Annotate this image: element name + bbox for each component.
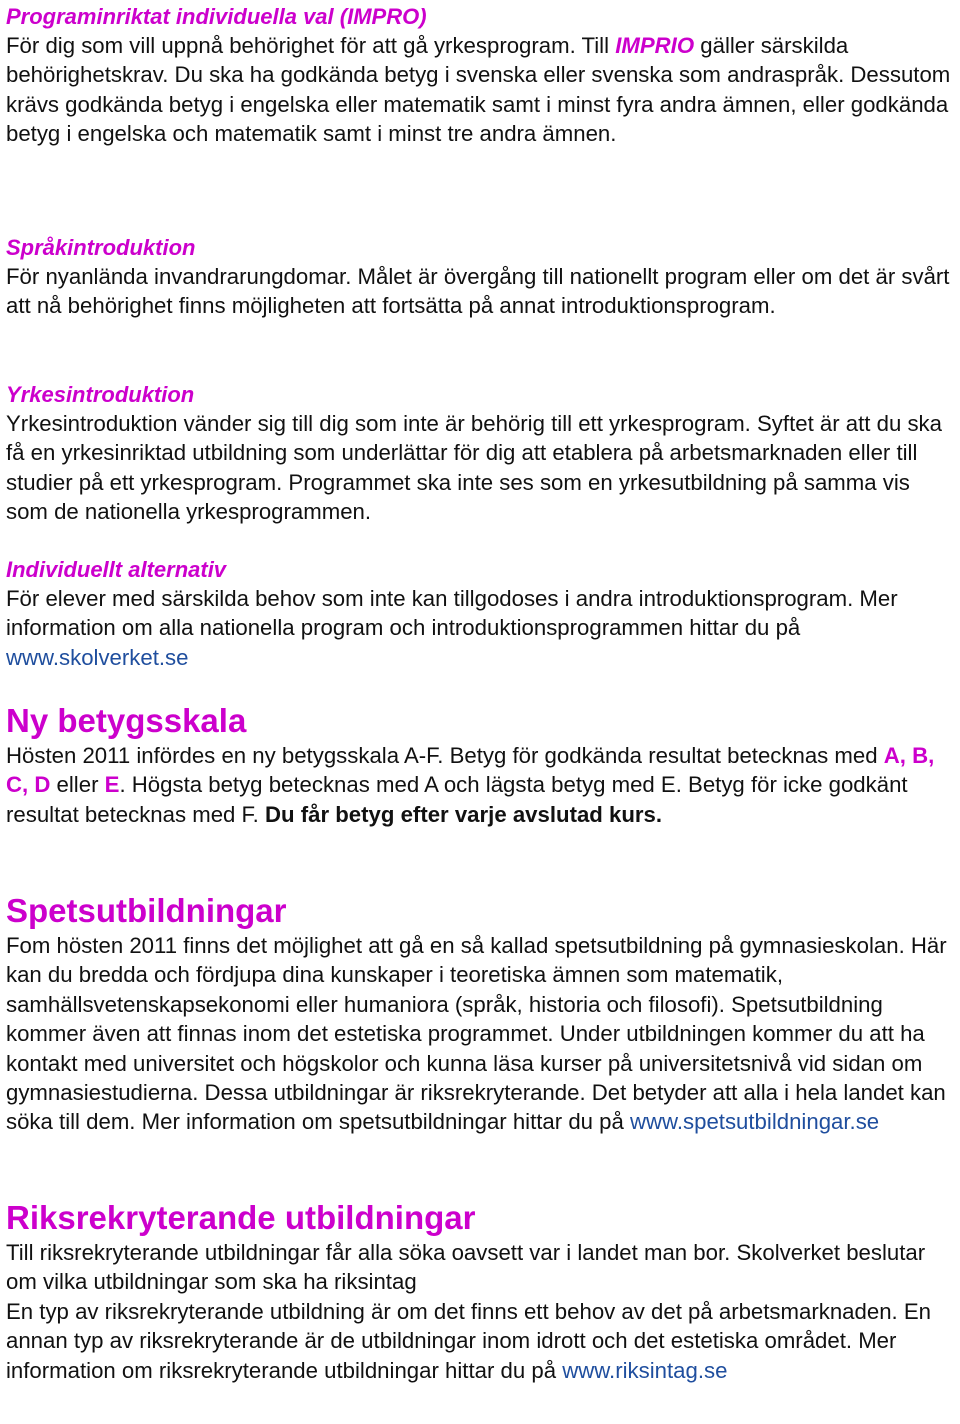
betyg-paragraph — [6, 741, 956, 829]
section-impro — [6, 2, 956, 149]
individuellt-paragraph — [6, 584, 956, 672]
spetsutbildningar-link[interactable]: www.spetsutbildningar.se — [630, 1109, 880, 1135]
betyg-text-3: . Högsta betyg betecknas med A och lägsta betyg med E. Betyg för icke godkänt resultat betecknas med F. — [6, 772, 908, 827]
heading-yrkesintroduktion: Yrkesintroduktion — [6, 382, 195, 407]
impro-paragraph — [6, 31, 956, 149]
heading-riksrekryterande: Riksrekryterande utbildningar — [6, 1199, 476, 1236]
impro-text-1: För dig som vill uppnå behörighet för att gå yrkesprogram. Till — [6, 33, 616, 58]
heading-ny-betygsskala: Ny betygsskala — [6, 702, 247, 739]
impro-text-2: gäller särskilda behörighetskrav. Du ska ha godkända betyg i svenska eller svenska som andraspråk. Dessutom krävs godkända betyg i engelska eller matematik samt i minst fyra andra ämnen, eller godkända betyg i engelska och matematik samt i minst tre andra ämnen. — [6, 33, 951, 147]
section-yrkesintroduktion — [6, 380, 956, 527]
yrkesintroduktion-paragraph: Yrkesintroduktion vänder sig till dig som inte är behörig till ett yrkesprogram. Syftet är att du ska få en yrkesinriktad utbildning som underlättar för dig att etablera på arbetsmarknaden eller till studier på ett yrkesprogram. Programmet ska inte ses som en yrkesutbildning på samma vis som de nationella yrkesprogrammen. — [6, 411, 942, 525]
section-ny-betygsskala — [6, 701, 956, 829]
heading-impro: Programinriktat individuella val (IMPRO) — [6, 4, 427, 29]
betyg-bold-note: Du får betyg efter varje avslutad kurs. — [264, 801, 663, 827]
riks-paragraph-1: Till riksrekryterande utbildningar får alla söka oavsett var i landet man bor. Skolverket beslutar om vilka utbildningar som ska ha riksintag — [6, 1240, 926, 1295]
riks-text: En typ av riksrekryterande utbildning är om det finns ett behov av det på arbetsmarknaden. En annan typ av riksrekryterande är de utbildningar inom idrott och det estetiska området. Mer information om riksrekryterande utbildningar hittar du på — [6, 1298, 931, 1383]
section-individuellt-alternativ — [6, 555, 956, 672]
betyg-text-2: eller — [50, 772, 105, 798]
heading-individuellt-alternativ: Individuellt alternativ — [6, 557, 227, 582]
betyg-pass-grades: A, B, C, D — [6, 743, 935, 798]
betyg-grade-e: E — [104, 772, 120, 798]
section-sprakintroduktion — [6, 233, 956, 321]
heading-sprakintroduktion: Språkintroduktion — [6, 235, 196, 260]
spets-text: Fom hösten 2011 finns det möjlighet att gå en så kallad spetsutbildning på gymnasieskolan. Här kan du bredda och fördjupa dina kunskaper i teoretiska ämnen som matematik, samhällsvetenskapsekonomi eller humaniora (språk, historia och filosofi). Spetsutbildning kommer även att finnas inom det estetiska programmet. Under utbildningen kommer du att ha kontakt med universitet och högskolor och kunna läsa kurser på universitetsnivå vid sidan om gymnasiestudierna. Dessa utbildningar är riksrekryterande. Det betyder att alla i hela landet kan söka till dem. Mer information om spetsutbildningar hittar du på — [6, 933, 947, 1135]
sprakintroduktion-paragraph: För nyanlända invandrarungdomar. Målet är övergång till nationellt program eller om det är svårt att nå behörighet finns möjligheten att fortsätta på annat introduktionsprogram. — [6, 264, 950, 319]
heading-spetsutbildningar: Spetsutbildningar — [6, 892, 287, 929]
spets-paragraph — [6, 931, 956, 1137]
individuellt-text: För elever med särskilda behov som inte kan tillgodoses i andra introduktionsprogram. Mer information om alla nationella program och introduktionsprogrammen hittar du på — [6, 586, 898, 641]
riksintag-link[interactable]: www.riksintag.se — [562, 1357, 728, 1383]
skolverket-link[interactable]: www.skolverket.se — [6, 644, 189, 670]
betyg-text-1: Hösten 2011 infördes en ny betygsskala A-F. Betyg för godkända resultat betecknas med — [6, 743, 884, 768]
riks-paragraph-2 — [6, 1297, 956, 1385]
section-riksrekryterande — [6, 1198, 956, 1385]
impro-emphasis: IMPRIO — [615, 33, 695, 58]
section-spetsutbildningar — [6, 891, 956, 1137]
